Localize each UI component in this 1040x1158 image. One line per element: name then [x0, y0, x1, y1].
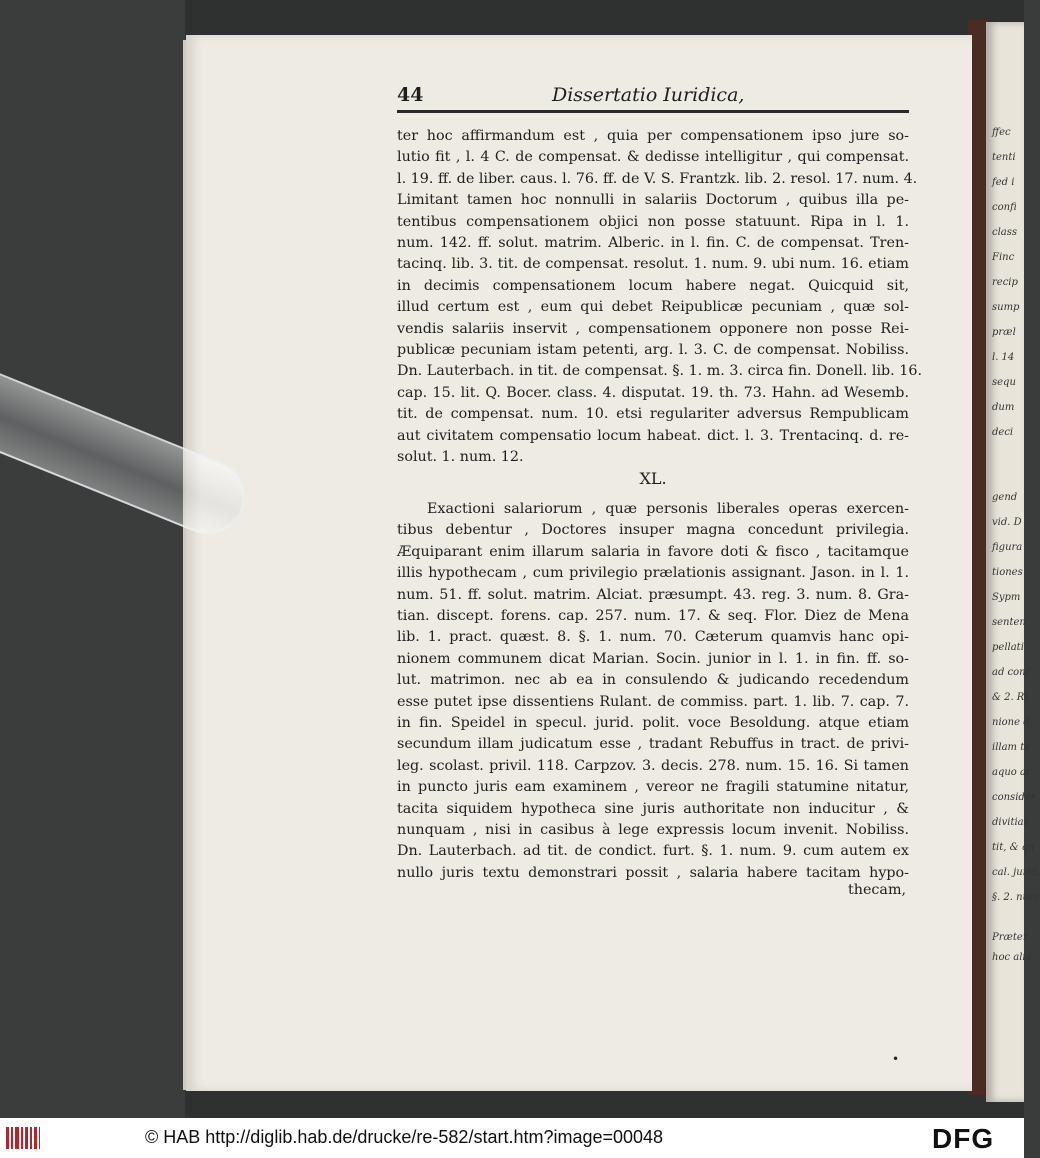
text-line: vendis salariis inservit , compensationem opponere non posse Rei- [397, 320, 909, 337]
text-line: tacinq. lib. 3. tit. de compensat. resolut. 1. num. 9. ubi num. 16. etiam [397, 256, 909, 273]
catchword: thecam, [848, 882, 907, 898]
background-left [0, 0, 185, 1118]
text-line: ter hoc affirmandum est , quia per compensationem ipso jure so- [397, 128, 909, 144]
text-line: Dn. Lauterbach. ad tit. de condict. furt. §. 1. num. 9. cum autem ex [397, 843, 909, 860]
facing-page-fragment: ffec tenti fed i confi class Finc recip sump præl l. 14 sequ dum deci gend vid. D figura tiones Sypm senten pellati ad conf & 2. Ri nione d illam ta aquo ar consider divitias tit, & qu cal. jurid. §. 2. num Præter hoc alia [986, 22, 1024, 1102]
text-line: lib. 1. pract. quæst. 8. §. 1. num. 70. Cæterum quamvis hanc opi- [397, 629, 909, 646]
text-line: nionem communem dicat Marian. Socin. junior in l. 1. in fin. ff. so- [397, 650, 909, 667]
text-line: tit. de compensat. num. 10. etsi regulariter adversus Rempublicam [397, 406, 909, 423]
text-line: in decimis compensationem locum habere negat. Quicquid sit, [397, 277, 909, 294]
text-line: leg. scolast. privil. 118. Carpzov. 3. decis. 278. num. 15. 16. Si tamen [397, 757, 909, 774]
text-line: Dn. Lauterbach. in tit. de compensat. §. 1. m. 3. circa fin. Donell. lib. 16. [397, 363, 922, 380]
text-line: tentibus compensationem objici non posse statuunt. Ripa in l. 1. [397, 213, 909, 230]
text-line: l. 19. ff. de liber. caus. l. 76. ff. de V. S. Frantzk. lib. 2. resol. 17. num. 4. [397, 170, 918, 187]
section-heading: XL. [639, 469, 667, 488]
dfg-logo: DFG [932, 1123, 995, 1154]
text-line: nunquam , nisi in casibus à lege expressis locum invenit. Nobiliss. [397, 822, 909, 838]
text-line: lutio fit , l. 4 C. de compensat. & dedisse intelligitur , qui compensat. [397, 149, 909, 166]
text-line: num. 51. ff. solut. matrim. Alciat. præsumpt. 43. reg. 3. num. 8. Gra- [397, 586, 909, 603]
text-line: tibus debentur , Doctores insuper magna concedunt privilegia. [397, 522, 909, 539]
text-line: tian. discept. forens. cap. 257. num. 17. & seq. Flor. Diez de Mena [397, 608, 909, 624]
page-mark: • [892, 1052, 900, 1066]
text-line: publicæ pecuniam istam petenti, arg. l. 3. C. de compensat. Nobiliss. [397, 342, 909, 358]
text-line: secundum illam judicatum esse , tradant Rebuffus in tract. de privi- [397, 736, 909, 753]
header-rule [397, 110, 909, 113]
page-number: 44 [397, 84, 424, 106]
page-header [397, 84, 909, 110]
text-line: Æquiparant enim illarum salaria in favore doti & fisco , tacitamque [397, 543, 909, 560]
text-line: Limitant tamen hoc nonnulli in salariis Doctorum , quibus illa pe- [397, 192, 909, 209]
text-line: lut. matrimon. nec ab ea in consulendo & judicando recedendum [397, 672, 909, 689]
text-line: aut civitatem compensatio locum habeat. dict. l. 3. Trentacinq. d. re- [397, 427, 909, 444]
text-line: Exactioni salariorum , quæ personis liberales operas exercen- [427, 501, 909, 517]
footer-bar [0, 1118, 1024, 1158]
text-line: num. 142. ff. solut. matrim. Alberic. in l. fin. C. de compensat. Tren- [397, 235, 909, 251]
text-line: tacita siquidem hypotheca sine juris authoritate non inducitur , & [397, 800, 909, 817]
hab-logo-icon [6, 1127, 40, 1149]
text-line: cap. 15. lit. Q. Bocer. class. 4. disputat. 19. th. 73. Hahn. ad Wesemb. [397, 384, 909, 401]
text-line: esse putet ipse dissentiens Rulant. de commiss. part. 1. lib. 7. cap. 7. [397, 693, 909, 710]
running-title: Dissertatio Iuridica, [552, 84, 745, 106]
text-line: nullo juris textu demonstrari possit , salaria habere tacitam hypo- [397, 864, 909, 881]
text-line: solut. 1. num. 12. [397, 449, 524, 465]
text-line: in puncto juris eam examinem , vereor ne fragili statumine nitatur, [397, 779, 909, 796]
text-line: illud certum est , eum qui debet Reipublicæ pecuniam , quæ sol- [397, 299, 909, 316]
text-line: in fin. Speidel in specul. jurid. polit. voce Besoldung. atque etiam [397, 715, 909, 731]
text-line: illis hypothecam , cum privilegio prælationis assignant. Jason. in l. 1. [397, 565, 909, 582]
copyright-link[interactable]: © HAB http://diglib.hab.de/drucke/re-582/start.htm?image=00048 [145, 1127, 664, 1147]
